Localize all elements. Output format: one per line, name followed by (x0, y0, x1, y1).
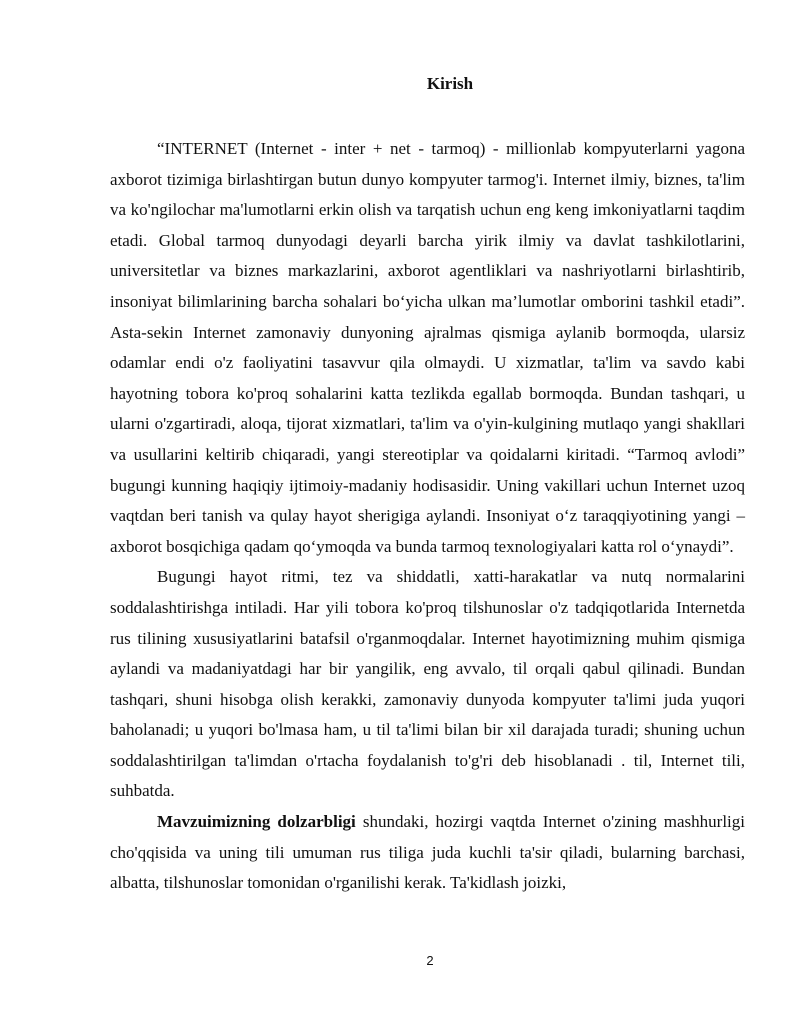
paragraph-1-text: “INTERNET (Internet - inter + net - tarmoq) - millionlab kompyuterlarni yagona axborot tizimiga birlashtirgan butun dunyo kompyuter tarmog'i. Internet ilmiy, biznes, ta'lim va ko'ngilochar ma'lumotlarni erkin olish va tarqatish uchun eng keng imkoniyatlarni taqdim etadi. Global tarmoq dunyodagi deyarli barcha yirik ilmiy va davlat tashkilotlarini, universitetlar va biznes markazlarini, axborot agentliklari va nashriyotlarni birlashtirib, insoniyat bilimlarining barcha sohalari bo‘yicha ulkan ma’lumotlar omborini tashkil etadi”. Asta-sekin Internet zamonaviy dunyoning ajralmas qismiga aylanib bormoqda, ularsiz odamlar endi o'z faoliyatini tasavvur qila olmaydi. U xizmatlar, ta'lim va savdo kabi hayotning tobora ko'proq sohalarini katta tezlikda egallab bormoqda. Bundan tashqari, u ularni o'zgartiradi, aloqa, tijorat xizmatlari, ta'lim va o'yin-kulgining mutlaqo yangi shakllari va usullarini keltirib chiqaradi, yangi stereotiplar va qoidalarni kiritadi. “Tarmoq avlodi” bugungi kunning haqiqiy ijtimoiy-madaniy hodisasidir. Uning vakillari uchun Internet uzoq vaqtdan beri tanish va qulay hayot sherigiga aylandi. Insoniyat o‘z taraqqiyotining yangi – axborot bosqichiga qadam qo‘ymoqda va bunda tarmoq texnologiyalari katta rol o‘ynaydi”. (110, 139, 745, 556)
paragraph-3 (110, 807, 745, 899)
body-text (110, 134, 745, 899)
paragraph-3-text: shundaki, hozirgi vaqtda Internet o'zining mashhurligi cho'qqisida va uning tili umuman rus tiliga juda kuchli ta'sir qiladi, bularning barchasi, albatta, tilshunoslar tomonidan o'rganilishi kerak. Ta'kidlash joizki, (110, 812, 745, 893)
page-number: 2 (426, 953, 434, 968)
paragraph-3-lead: Mavzuimizning dolzarbligi (157, 812, 356, 832)
paragraph-2 (110, 562, 745, 807)
page-title: Kirish (426, 74, 474, 93)
paragraph-1 (110, 134, 745, 562)
paragraph-2-text: Bugungi hayot ritmi, tez va shiddatli, xatti-harakatlar va nutq normalarini soddalashtirishga intiladi. Har yili tobora ko'proq tilshunoslar o'z tadqiqotlarida Internetda rus tilining xususiyatlarini batafsil o'rganmoqdalar. Internet hayotimizning muhim qismiga aylandi va madaniyatdagi har bir yangilik, eng avvalo, til orqali qabul qilinadi. Bundan tashqari, shuni hisobga olish kerakki, zamonaviy dunyoda kompyuter ta'limi juda yuqori baholanadi; u yuqori bo'lmasa ham, u til ta'limi bilan bir xil darajada turadi; shuning uchun soddalashtirilgan ta'limdan o'rtacha foydalanish to'g'ri deb hisoblanadi . til, Internet tili, suhbatda. (110, 567, 745, 801)
